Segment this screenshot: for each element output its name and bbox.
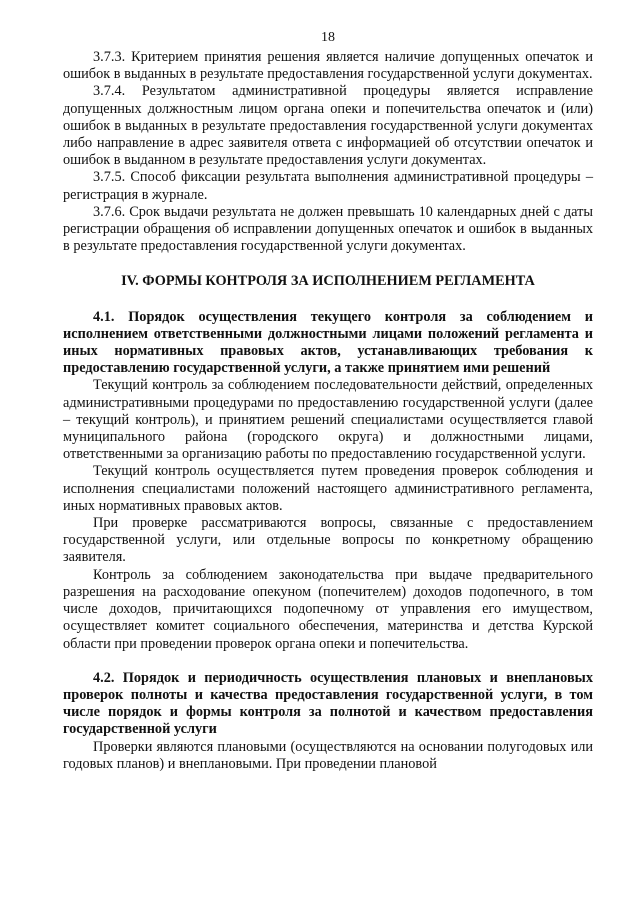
- paragraph-4-1-1: Текущий контроль за соблюдением последовательности действий, определенных административными процедурами по предоставлению государственной услуги (далее – текущий контроль), и принятием решений специалистами осуществляется главой муниципального района (городского округа) и должностными лицами, ответственными за организацию работы по предоставлению государственной услуги.: [63, 377, 593, 463]
- paragraph-3-7-3: 3.7.3. Критерием принятия решения является наличие допущенных опечаток и ошибок в выданных в результате предоставления государственной услуги документах.: [63, 49, 593, 83]
- paragraph-4-1-4: Контроль за соблюдением законодательства при выдаче предварительного разрешения на расходование опекуном (попечителем) доходов подопечного, в том числе доходов, причитающихся подопечному от управления его имуществом, осуществляет комитет социального обеспечения, материнства и детства Курской области при проведении проверок органа опеки и попечительства.: [63, 566, 593, 652]
- section-heading: IV. ФОРМЫ КОНТРОЛЯ ЗА ИСПОЛНЕНИЕМ РЕГЛАМЕНТА: [121, 273, 535, 290]
- page-number: 18: [321, 30, 335, 45]
- subsection-4-1-heading: 4.1. Порядок осуществления текущего контроля за соблюдением и исполнением ответственными должностными лицами положений регламента и иных нормативных правовых актов, устанавливающих требования к предоставлению государственной услуги, а также принятием ими решений: [63, 308, 593, 377]
- paragraph-3-7-5: 3.7.5. Способ фиксации результата выполнения административной процедуры – регистрация в журнале.: [63, 169, 593, 203]
- subsection-4-2-heading: 4.2. Порядок и периодичность осуществления плановых и внеплановых проверок полноты и качества предоставления государственной услуги, в том числе порядок и формы контроля за полнотой и качеством предоставления государственной услуги: [63, 669, 593, 738]
- paragraph-4-1-2: Текущий контроль осуществляется путем проведения проверок соблюдения и исполнения специалистами положений настоящего административного регламента, иных нормативных правовых актов.: [63, 463, 593, 514]
- paragraph-3-7-6: 3.7.6. Срок выдачи результата не должен превышать 10 календарных дней с даты регистрации обращения об исправлении допущенных опечаток и ошибок в выданных в результате предоставления государственной услуги документах.: [63, 203, 593, 255]
- paragraph-3-7-4: 3.7.4. Результатом административной процедуры является исправление допущенных должностным лицом органа опеки и попечительства опечаток и (или) ошибок в выданных в результате предоставления государственной услуги документах либо направление в адрес заявителя ответа с информацией об отсутствии опечаток и ошибок в выданном в результате предоставления услуги документах.: [63, 83, 593, 169]
- paragraph-4-2-1: Проверки являются плановыми (осуществляются на основании полугодовых или годовых планов) и внеплановыми. При проведении плановой: [63, 738, 593, 772]
- paragraph-4-1-3: При проверке рассматриваются вопросы, связанные с предоставлением государственной услуги, или отдельные вопросы по конкретному обращению заявителя.: [63, 515, 593, 566]
